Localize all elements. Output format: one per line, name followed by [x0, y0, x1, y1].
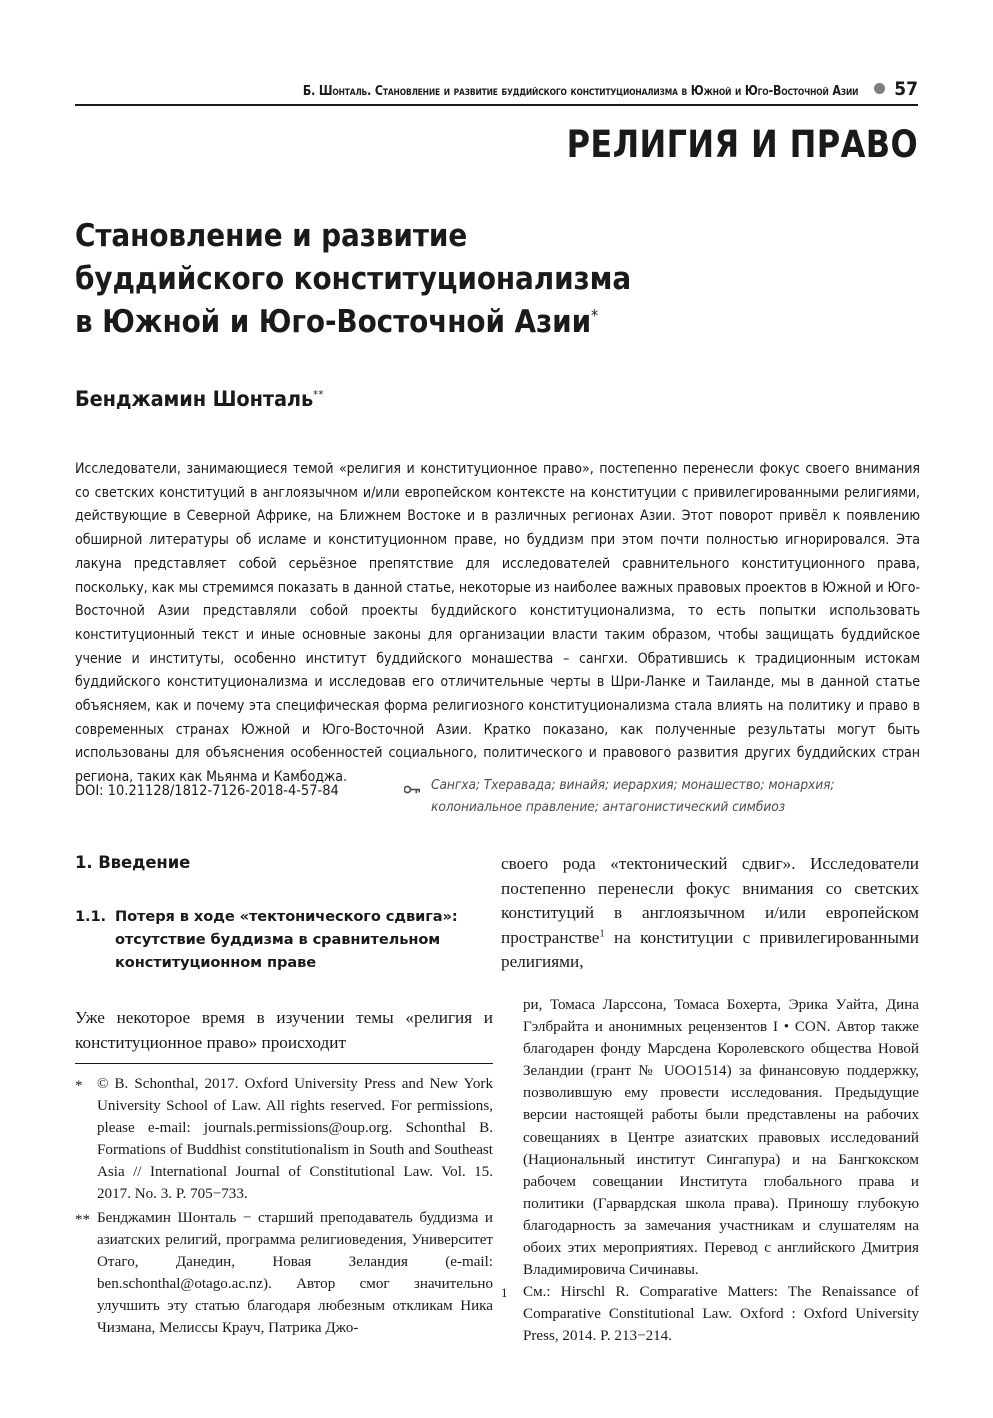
header-rule: [75, 104, 918, 106]
author-label: Бенджамин Шонталь: [75, 387, 314, 412]
author-footnote-mark: **: [313, 387, 324, 401]
title-line-3: в Южной и Юго-Восточной Азии: [75, 304, 592, 340]
author-name: [75, 387, 324, 412]
footnotes-left: [75, 1073, 493, 1339]
footnote-separator: [75, 1063, 493, 1064]
footnote-item: [501, 1281, 919, 1347]
footnote-text: Бенджамин Шонталь − старший преподаватель буддизма и азиатских религий, программа религиоведения, Университет Отаго, Данедин, Новая Зеландия (e-mail: ben.schonthal@otago.ac.nz). Автор смог значительно улучшить эту статью благодаря любезным откликам Ника Чизмана, Мелиссы Крауч, Патрика Джо-: [97, 1209, 493, 1337]
footnote-continuation-text: ри, Томаса Ларссона, Томаса Бохерта, Эрика Уайта, Дина Гэлбрайта и анонимных рецензентов I • CON. Автор также благодарен фонду Марсдена Королевского общества Новой Зеландии (грант № UOO1514) за финансовую поддержку, позволившую ему провести исследования. Предыдущие версии настоящей работы были представлены на рабочих совещаниях в Центре азиатских правовых исследований (Национальный институт Сингапура) и на Бангкокском рабочем совещании Института глобального права и политики (Гарвардская школа права). Приношу глубокую благодарность за замечания участникам и слушателям на обоих этих мероприятиях. Перевод с английского Дмитрия Владимировича Сичинавы.: [523, 997, 919, 1279]
body-paragraph-left: Уже некоторое время в изучении темы «религия и конституционное право» происходит: [75, 1008, 493, 1052]
page-title: [75, 215, 775, 344]
column-left: [75, 852, 493, 1055]
footnote-marker: *: [75, 1078, 83, 1094]
section-heading-intro: 1. Введение: [75, 853, 191, 872]
title-line-2: буддийского конституционализма: [75, 261, 632, 297]
page-number: 57: [894, 78, 918, 100]
doi-text: DOI: 10.21128/1812-7126-2018-4-57-84: [75, 782, 339, 799]
running-head-title: Б. Шонталь. Становление и развитие буддийского конституционализма в Южной и Юго-Восточной Азии: [302, 84, 859, 99]
footnote-item: [75, 1073, 493, 1206]
footnote-text: См.: Hirschl R. Comparative Matters: The Renaissance of Comparative Constitutional Law. Oxford : Oxford University Press, 2014. P. 213−214.: [523, 1284, 919, 1345]
running-head: [75, 78, 918, 102]
footnote-ref-1[interactable]: 1: [599, 928, 605, 940]
footnotes-right: [501, 994, 919, 1348]
footnote-text: © B. Schonthal, 2017. Oxford University Press and New York University School of Law. All rights reserved. For permissions, please e-mail: journals.permissions@oup.org. Schonthal B. Formations of Buddhist constitutionalism in South and Southeast Asia // International Journal of Constitutional Law. Vol. 15. 2017. No. 3. P. 705−733.: [97, 1076, 493, 1203]
column-right: [501, 852, 919, 975]
body-right-part-b: на конституции с привилегированными религиями,: [501, 927, 919, 972]
subsection-heading: [75, 905, 493, 974]
title-footnote-mark: *: [591, 305, 599, 325]
abstract-text: Исследователи, занимающиеся темой «религия и конституционное право», постепенно перенесли фокус своего внимания со светских конституций в англоязычном и/или европейском контексте на конституции с привилегированными религиями, действующие в Северной Африке, на Ближнем Востоке и в различных регионах Азии. Этот поворот привёл к появлению обширной литературы об исламе и конституционном праве, но буддизм при этом почти полностью игнорировался. Эта лакуна представляет собой серьёзное препятствие для исследователей сравнительного конституционного права, поскольку, как мы стремимся показать в данной статье, некоторые из наиболее важных правовых проектов в Южной и Юго-Восточной Азии представляли собой проекты буддийского конституционализма, то есть попытки использовать конституционный текст и иные основные законы для организации власти таким образом, чтобы защищать буддийское учение и институты, особенно институт буддийского монашества – сангхи. Обратившись к традиционным истокам буддийского конституционализма и исследовав его отличительные черты в Шри-Ланке и Таиланде, мы в данной статье объясняем, как и почему эта специфическая форма религиозного конституционализма стала влиять на политику и право в современных странах Южной и Юго-Восточной Азии. Кратко показано, как полученные результаты могут быть использованы для объяснения особенностей социального, политического и правового развития других буддийских стран региона, таких как Мьянма и Камбоджа.: [75, 461, 920, 786]
subsection-title: Потеря в ходе «тектонического сдвига»: отсутствие буддизма в сравнительном конституционном праве: [115, 908, 458, 971]
body-paragraph-right: [501, 852, 919, 975]
key-icon: [404, 781, 421, 799]
bullet-icon: [874, 83, 885, 94]
subsection-number: 1.1.: [75, 908, 106, 925]
section-banner: РЕЛИГИЯ И ПРАВО: [566, 123, 918, 166]
title-line-1: Становление и развитие: [75, 218, 468, 254]
keywords-text: Сангха; Тхеравада; винайя; иерархия; монашество; монархия; колониальное правление; антагонистический симбиоз: [431, 777, 835, 815]
footnote-item: [75, 1207, 493, 1340]
footnote-marker: 1: [501, 1285, 508, 1301]
body-right-part-a: своего рода «тектонический сдвиг». Исследователи постепенно перенесли фокус внимания со светских конституций в англоязычном и/или европейском пространстве: [501, 854, 919, 947]
keywords-block: [404, 774, 920, 818]
footnote-marker: **: [75, 1211, 90, 1228]
